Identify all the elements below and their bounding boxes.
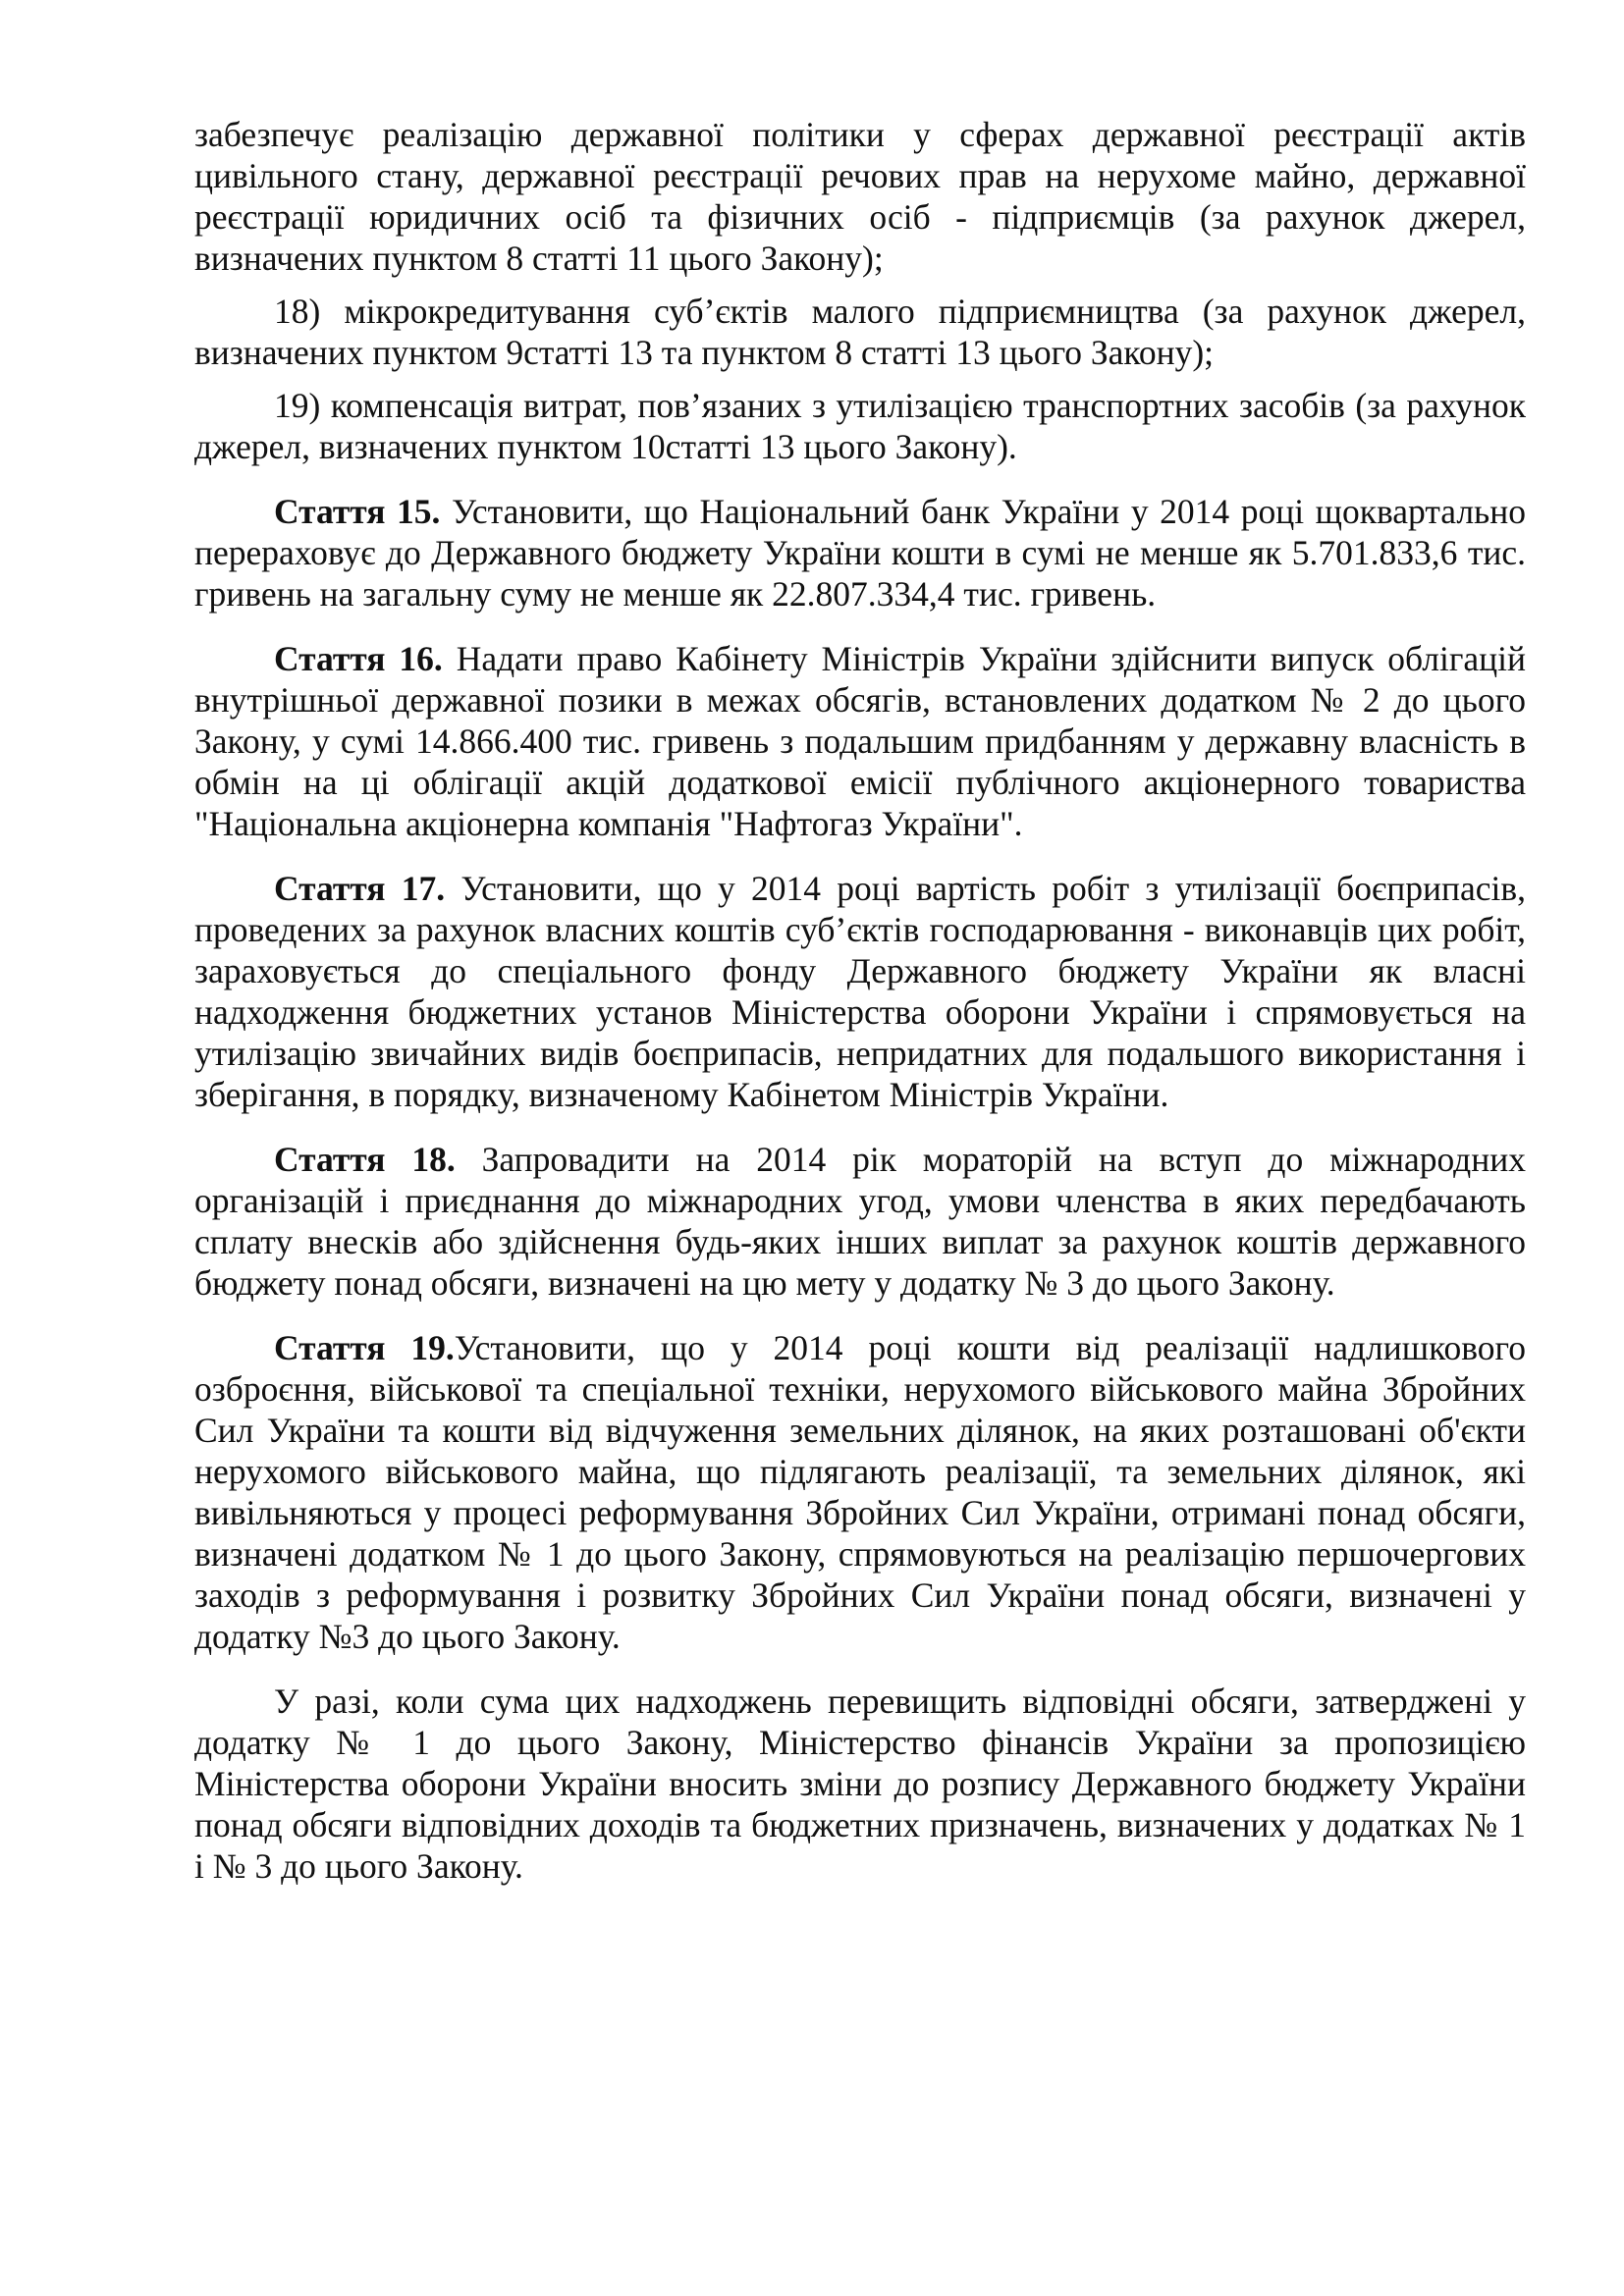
paragraph-item-18: 18) мікрокредитування суб’єктів малого підприємництва (за рахунок джерел, визначених пунктом 9статті 13 та пунктом 8 статті 13 цього Закону); <box>194 292 1526 372</box>
article-19-heading: Стаття 19. <box>274 1328 455 1367</box>
article-17-heading: Стаття 17. <box>274 869 446 908</box>
article-18-heading: Стаття 18. <box>274 1140 456 1179</box>
article-16-heading: Стаття 16. <box>274 639 443 678</box>
article-18-text: Запровадити на 2014 рік мораторій на вступ до міжнародних організацій і приєднання до міжнародних угод, умови членства в яких передбачають сплату внесків або здійснення будь-яких інших виплат за рахунок коштів державного бюджету понад обсяги, визначені на цю мету у додатку № 3 до цього Закону. <box>194 1140 1526 1303</box>
article-16-text: Надати право Кабінету Міністрів України здійснити випуск облігацій внутрішньої державної позики в межах обсягів, встановлених додатком № 2 до цього Закону, у сумі 14.866.400 тис. гривень з подальшим придбанням у державну власність в обмін на ці облігації акцій додаткової емісії публічного акціонерного товариства "Національна акціонерна компанія "Нафтогаз України". <box>194 639 1526 843</box>
article-17-text: Установити, що у 2014 році вартість робіт з утилізації боєприпасів, проведених за рахунок власних коштів суб’єктів господарювання - виконавців цих робіт, зараховується до спеціального фонду Державного бюджету України як власні надходження бюджетних установ Міністерства оборони України і спрямовується на утилізацію звичайних видів боєприпасів, непридатних для подальшого використання і зберігання, в порядку, визначеному Кабінетом Міністрів України. <box>194 869 1526 1114</box>
paragraph-continuation: забезпечує реалізацію державної політики у сферах державної реєстрації актів цивільного стану, державної реєстрації речових прав на нерухоме майно, державної реєстрації юридичних осіб та фізичних осіб - підприємців (за рахунок джерел, визначених пунктом 8 статті 11 цього Закону); <box>194 115 1526 278</box>
article-17 <box>194 868 1526 1115</box>
paragraph-article-19-part-2: У разі, коли сума цих надходжень перевищить відповідні обсяги, затверджені у додатку № 1 до цього Закону, Міністерство фінансів України за пропозицією Міністерства оборони України вносить зміни до розпису Державного бюджету України понад обсяги відповідних доходів та бюджетних призначень, визначених у додатках № 1 і № 3 до цього Закону. <box>194 1682 1526 1886</box>
document-page <box>194 114 1526 1898</box>
article-15 <box>194 491 1526 614</box>
article-15-text: Установити, що Національний банк України у 2014 році щоквартально перераховує до Державного бюджету України кошти в сумі не менше як 5.701.833,6 тис. гривень на загальну суму не менше як 22.807.334,4 тис. гривень. <box>194 492 1526 614</box>
article-19-text: Установити, що у 2014 році кошти від реалізації надлишкового озброєння, військової та спеціальної техніки, нерухомого військового майна Збройних Сил України та кошти від відчуження земельних ділянок, на яких розташовані об'єкти нерухомого військового майна, що підлягають реалізації, та земельних ділянок, які вивільняються у процесі реформування Збройних Сил України, отримані понад обсяги, визначені додатком № 1 до цього Закону, спрямовуються на реалізацію першочергових заходів з реформування і розвитку Збройних Сил України понад обсяги, визначені у додатку №3 до цього Закону. <box>194 1328 1526 1656</box>
article-15-heading: Стаття 15. <box>274 492 441 531</box>
article-19 <box>194 1327 1526 1657</box>
paragraph-item-19: 19) компенсація витрат, пов’язаних з утилізацією транспортних засобів (за рахунок джерел, визначених пунктом 10статті 13 цього Закону). <box>194 386 1526 466</box>
article-16 <box>194 638 1526 844</box>
article-18 <box>194 1139 1526 1304</box>
